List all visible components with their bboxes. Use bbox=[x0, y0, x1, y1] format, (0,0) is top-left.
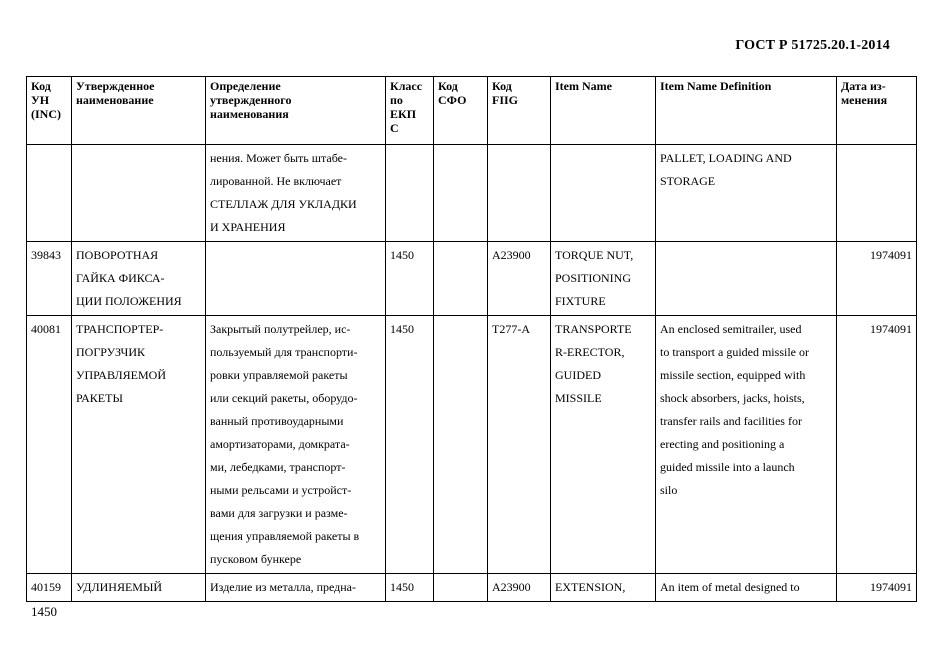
cell-change-date: 1974091 bbox=[837, 574, 917, 602]
column-header-definition: Определение утвержденного наименования bbox=[206, 77, 386, 145]
cell-inc: 40159 bbox=[27, 574, 72, 602]
column-header-sfo: Код СФО bbox=[434, 77, 488, 145]
cell-class bbox=[386, 145, 434, 242]
cell-change-date: 1974091 bbox=[837, 316, 917, 574]
column-header-approved-name: Утвержденное наименование bbox=[72, 77, 206, 145]
table-header-row bbox=[27, 77, 917, 145]
cell-item-name: EXTENSION, bbox=[551, 574, 656, 602]
cell-item-name-definition: PALLET, LOADING AND STORAGE bbox=[656, 145, 837, 242]
document-title: ГОСТ Р 51725.20.1-2014 bbox=[735, 38, 890, 53]
cell-item-name: TORQUE NUT, POSITIONING FIXTURE bbox=[551, 242, 656, 316]
cell-sfo bbox=[434, 574, 488, 602]
cell-approved-name: ТРАНСПОРТЕР- ПОГРУЗЧИК УПРАВЛЯЕМОЙ РАКЕТЫ bbox=[72, 316, 206, 574]
cell-class: 1450 bbox=[386, 242, 434, 316]
cell-item-name bbox=[551, 145, 656, 242]
table-row bbox=[27, 145, 917, 242]
cell-definition: нения. Может быть штабе- лированной. Не включает СТЕЛЛАЖ ДЛЯ УКЛАДКИ И ХРАНЕНИЯ bbox=[206, 145, 386, 242]
cell-definition: Изделие из металла, предна- bbox=[206, 574, 386, 602]
cell-class: 1450 bbox=[386, 316, 434, 574]
table-row bbox=[27, 574, 917, 602]
cell-item-name-definition bbox=[656, 242, 837, 316]
item-names-table bbox=[26, 76, 917, 602]
cell-approved-name: ПОВОРОТНАЯ ГАЙКА ФИКСА- ЦИИ ПОЛОЖЕНИЯ bbox=[72, 242, 206, 316]
cell-item-name-definition: An enclosed semitrailer, used to transport a guided missile or missile section, equipped with shock absorbers, jacks, hoists, transfer rails and facilities for erecting and positioning a guided missile into a launch silo bbox=[656, 316, 837, 574]
cell-definition: Закрытый полутрейлер, ис- пользуемый для транспорти- ровки управляемой ракеты или секций ракеты, оборудо- ванный противоударными амортизаторами, домкрата- ми, лебедками, транспорт- ными рельсами и устройст- вами для загрузки и разме- щения управляемой ракеты в пусковом бункере bbox=[206, 316, 386, 574]
column-header-inc: Код УН (INC) bbox=[27, 77, 72, 145]
column-header-class: Класс по ЕКП С bbox=[386, 77, 434, 145]
cell-change-date: 1974091 bbox=[837, 242, 917, 316]
table-row bbox=[27, 316, 917, 574]
cell-approved-name bbox=[72, 145, 206, 242]
cell-item-name-definition: An item of metal designed to bbox=[656, 574, 837, 602]
cell-inc bbox=[27, 145, 72, 242]
cell-inc: 39843 bbox=[27, 242, 72, 316]
cell-item-name: TRANSPORTE R-ERECTOR, GUIDED MISSILE bbox=[551, 316, 656, 574]
page-number: 1450 bbox=[31, 604, 57, 619]
table-row bbox=[27, 242, 917, 316]
cell-fiig: A23900 bbox=[488, 242, 551, 316]
cell-sfo bbox=[434, 316, 488, 574]
cell-fiig: A23900 bbox=[488, 574, 551, 602]
column-header-fiig: Код FIIG bbox=[488, 77, 551, 145]
cell-approved-name: УДЛИНЯЕМЫЙ bbox=[72, 574, 206, 602]
column-header-item-name-definition: Item Name Definition bbox=[656, 77, 837, 145]
cell-sfo bbox=[434, 145, 488, 242]
cell-change-date bbox=[837, 145, 917, 242]
cell-class: 1450 bbox=[386, 574, 434, 602]
cell-fiig: T277-A bbox=[488, 316, 551, 574]
column-header-change-date: Дата из- менения bbox=[837, 77, 917, 145]
cell-inc: 40081 bbox=[27, 316, 72, 574]
cell-fiig bbox=[488, 145, 551, 242]
cell-sfo bbox=[434, 242, 488, 316]
column-header-item-name: Item Name bbox=[551, 77, 656, 145]
cell-definition bbox=[206, 242, 386, 316]
